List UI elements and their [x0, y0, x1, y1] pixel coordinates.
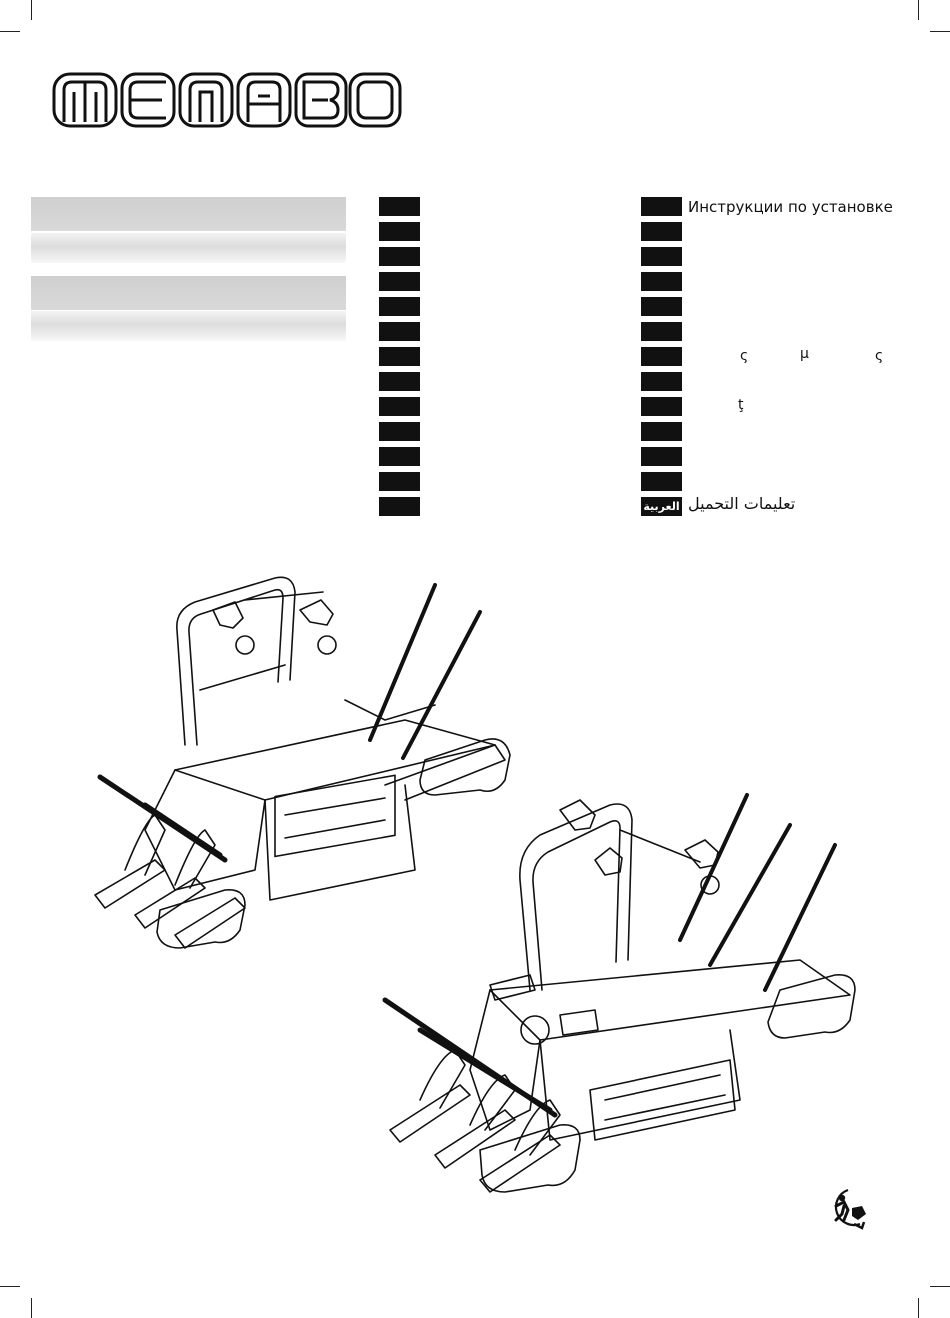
russian-label: Инструкции по установке	[688, 198, 893, 216]
lang-tab	[641, 472, 682, 491]
arabic-lang-badge: العربية	[641, 497, 682, 516]
model-subtitle-bar-2	[31, 311, 346, 341]
menabo-logo	[52, 70, 402, 130]
lang-tab	[379, 447, 420, 466]
lang-tab	[379, 497, 420, 516]
lang-tab	[641, 397, 682, 416]
lang-tab	[379, 472, 420, 491]
model-name-bar-1	[31, 197, 346, 231]
lang-tab	[379, 247, 420, 266]
lang-tab	[379, 197, 420, 216]
crop-mark-top-left-h	[0, 31, 20, 32]
lang-tab	[641, 297, 682, 316]
lang-tab	[379, 322, 420, 341]
glyph-2: μ	[800, 346, 809, 362]
lang-tab	[379, 347, 420, 366]
model-subtitle-bar-1	[31, 233, 346, 263]
lang-tab	[379, 422, 420, 441]
lang-tab	[379, 222, 420, 241]
crop-mark-bottom-left-h	[0, 1286, 20, 1287]
crop-mark-top-right-h	[930, 31, 950, 32]
lang-tab	[641, 447, 682, 466]
arabic-label: تعليمات التحميل	[688, 494, 796, 513]
model-name-bar-2	[31, 276, 346, 310]
lang-tab	[379, 372, 420, 391]
lang-tab	[379, 397, 420, 416]
glyph-4: ţ	[738, 397, 744, 413]
lang-tab	[641, 422, 682, 441]
recycle-triman-icon	[822, 1184, 870, 1232]
crop-mark-top-left-v	[31, 0, 32, 20]
lang-tab	[641, 347, 682, 366]
crop-mark-bottom-right-v	[918, 1298, 919, 1318]
crop-mark-top-right-v	[918, 0, 919, 20]
lang-tab	[641, 222, 682, 241]
glyph-3: ς	[875, 348, 884, 364]
crop-mark-bottom-right-h	[930, 1286, 950, 1287]
glyph-1: ς	[740, 348, 749, 364]
lang-tab	[641, 247, 682, 266]
lang-tab	[641, 372, 682, 391]
lang-tab	[379, 272, 420, 291]
lang-tab	[641, 272, 682, 291]
lang-tab	[641, 322, 682, 341]
bike-carrier-illustration-extended	[380, 790, 860, 1210]
lang-tab	[379, 297, 420, 316]
crop-mark-bottom-left-v	[31, 1298, 32, 1318]
lang-tab-russian	[641, 197, 682, 216]
